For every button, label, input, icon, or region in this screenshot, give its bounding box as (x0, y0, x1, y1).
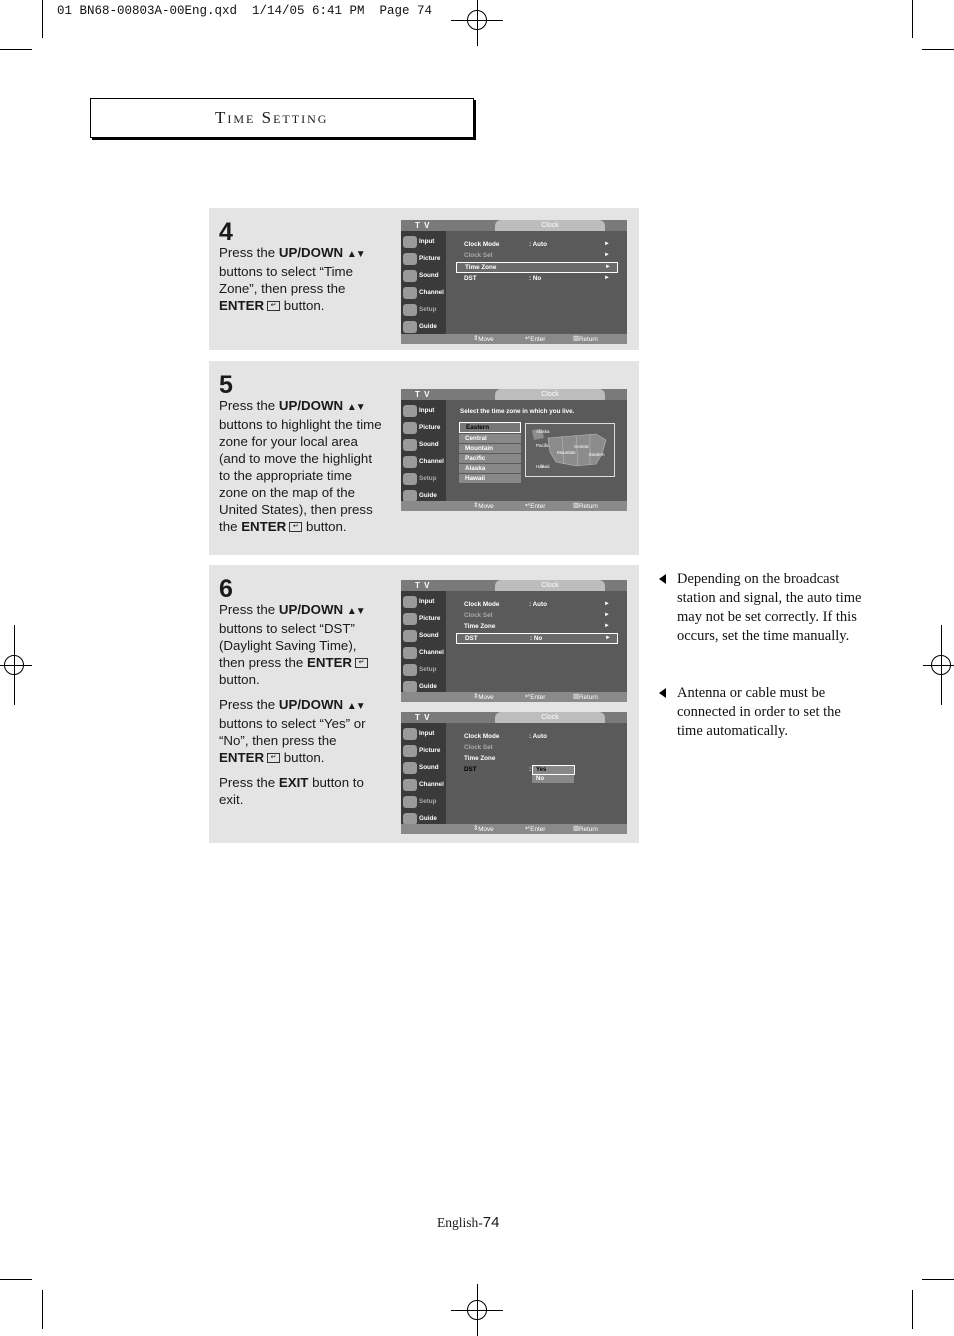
sound-icon (403, 270, 417, 282)
clock-menu-panel (446, 591, 627, 692)
sound-icon (403, 439, 417, 451)
sound-icon (403, 762, 417, 774)
tv-screen: T V Clock Input Picture Sound Channel Setup Guide Clock Mode : Auto Clock Set Time Zone DST : Yes No ⇕ Move ↵ Enter ▥ Return (401, 712, 627, 834)
dst-option[interactable]: No (532, 775, 574, 783)
clock-tab: Clock (495, 712, 605, 723)
page-footer: English-74 (437, 1214, 500, 1231)
time-zone-panel (446, 400, 627, 501)
section-title: Time Setting (215, 108, 329, 127)
setup-icon (403, 796, 417, 808)
input-icon (403, 405, 417, 417)
crop-mark (922, 49, 954, 50)
up-down-arrows-icon: ▲▼ (346, 249, 365, 260)
tv-screen: T V Clock Input Picture Sound Channel Setup Guide Clock Mode : Auto ► Clock Set ► Time Zone ► DST : No ► ⇕ Move ↵ Enter ▥ Return (401, 220, 627, 344)
page-number: 74 (482, 1214, 500, 1231)
up-down-arrows-icon: ▲▼ (346, 402, 365, 413)
channel-icon (403, 647, 417, 659)
menu-row: Time Zone (464, 755, 496, 762)
tv-bottom-bar: ⇕ Move ↵ Enter ▥ Return (401, 824, 627, 834)
tv-sidebar: Input Picture Sound Channel Setup Guide (401, 591, 446, 692)
clock-tab: Clock (495, 220, 605, 231)
crop-mark (0, 1279, 32, 1280)
sound-icon (403, 630, 417, 642)
crop-mark (42, 0, 43, 38)
menu-row: Time Zone ► (464, 623, 610, 630)
tv-screen: T V Clock Input Picture Sound Channel Setup Guide Clock Mode : Auto ► Clock Set ► Time Zone ► DST : No ► ⇕ Move ↵ Enter ▥ Return (401, 580, 627, 702)
us-time-zone-map: Alaska Pacific Mountain Central Eastern Hawaii (525, 423, 615, 477)
zone-option[interactable]: Central (459, 434, 521, 443)
registration-mark (463, 1296, 491, 1324)
step-5-text: Press the UP/DOWN ▲▼ buttons to highlight the time zone for your local area (and to move the highlight to the appropriate time zone on the map of the United States), then press the ENTER ↵ button. (219, 398, 382, 534)
note: Depending on the broadcast station and signal, the auto time may not be set correctly. If this occurs, set the time manually. (659, 570, 869, 646)
triangle-bullet-icon (659, 574, 666, 584)
setup-icon (403, 304, 417, 316)
enter-icon: ↵ (267, 753, 280, 763)
step-4-text: Press the UP/DOWN ▲▼ buttons to select “Time Zone”, then press the ENTER ↵ button. (219, 245, 365, 313)
tv-sidebar: Input Picture Sound Channel Setup Guide (401, 400, 446, 501)
step-6-text: Press the UP/DOWN ▲▼ buttons to select “DST” (Daylight Saving Time), then press the ENTER ↵ button. Press the UP/DOWN ▲▼ buttons to select “Yes” or “No”, then press the ENTER ↵ button. Press the EXIT button to exit. (219, 601, 383, 816)
picture-icon (403, 745, 417, 757)
menu-row-selected: DST : No ► (456, 633, 618, 644)
input-icon (403, 596, 417, 608)
clock-tab: Clock (495, 389, 605, 400)
zone-option[interactable]: Alaska (459, 464, 521, 473)
crop-mark (922, 1279, 954, 1280)
input-icon (403, 728, 417, 740)
up-down-arrows-icon: ▲▼ (346, 606, 365, 617)
tv-bottom-bar: ⇕ Move ↵ Enter ▥ Return (401, 501, 627, 511)
menu-row: Clock Mode : Auto ► (464, 241, 610, 248)
menu-row: Clock Set ► (464, 252, 610, 259)
triangle-bullet-icon (659, 688, 666, 698)
input-icon (403, 236, 417, 248)
section-title-box (90, 98, 474, 138)
step-5-panel (209, 361, 639, 555)
channel-icon (403, 287, 417, 299)
clock-menu-panel (446, 231, 627, 334)
enter-icon: ↵ (267, 301, 280, 311)
guide-icon (403, 321, 417, 333)
tv-bottom-bar: ⇕ Move ↵ Enter ▥ Return (401, 334, 627, 344)
enter-icon: ↵ (289, 522, 302, 532)
time-zone-prompt: Select the time zone in which you live. (460, 408, 575, 415)
note: Antenna or cable must be connected in order to set the time automatically. (659, 684, 869, 741)
zone-option[interactable]: Mountain (459, 444, 521, 453)
menu-row: Clock Set (464, 744, 493, 751)
setup-icon (403, 473, 417, 485)
dst-option-selected[interactable]: Yes (532, 765, 575, 775)
channel-icon (403, 779, 417, 791)
menu-row: Clock Mode : Auto ► (464, 601, 610, 608)
enter-icon: ↵ (355, 658, 368, 668)
registration-mark (463, 6, 491, 34)
file-header: 01 BN68-00803A-00Eng.qxd 1/14/05 6:41 PM Page 74 (57, 4, 433, 18)
step-number: 5 (219, 371, 233, 399)
setup-icon (403, 664, 417, 676)
menu-row-selected: Time Zone ► (456, 262, 618, 273)
picture-icon (403, 422, 417, 434)
crop-mark (42, 1290, 43, 1329)
step-4-panel (209, 208, 639, 350)
zone-option[interactable]: Pacific (459, 454, 521, 463)
step-number: 4 (219, 218, 233, 246)
zone-option[interactable]: Hawaii (459, 474, 521, 483)
menu-row: Clock Set ► (464, 612, 610, 619)
tv-bottom-bar: ⇕ Move ↵ Enter ▥ Return (401, 692, 627, 702)
zone-option-selected[interactable]: Eastern (459, 422, 521, 433)
picture-icon (403, 253, 417, 265)
menu-row: DST : (464, 766, 532, 773)
crop-mark (912, 0, 913, 38)
step-number: 6 (219, 575, 233, 603)
tv-sidebar: Input Picture Sound Channel Setup Guide (401, 723, 446, 824)
registration-mark (0, 651, 28, 679)
menu-row: DST : No ► (464, 275, 610, 282)
up-down-arrows-icon: ▲▼ (346, 701, 365, 712)
menu-row: Clock Mode : Auto (464, 733, 547, 740)
crop-mark (912, 1290, 913, 1329)
clock-menu-panel (446, 723, 627, 824)
channel-icon (403, 456, 417, 468)
step-6-panel (209, 565, 639, 843)
registration-mark (927, 651, 954, 679)
tv-screen: T V Clock Input Picture Sound Channel Setup Guide Select the time zone in which you live. Eastern Central Mountain Pacific Alaska Hawaii Alaska Pacific Mountain Central Eastern Hawaii ⇕ Move ↵ Enter ▥ Return (401, 389, 627, 511)
picture-icon (403, 613, 417, 625)
tv-sidebar: Input Picture Sound Channel Setup Guide (401, 231, 446, 334)
clock-tab: Clock (495, 580, 605, 591)
crop-mark (0, 49, 32, 50)
